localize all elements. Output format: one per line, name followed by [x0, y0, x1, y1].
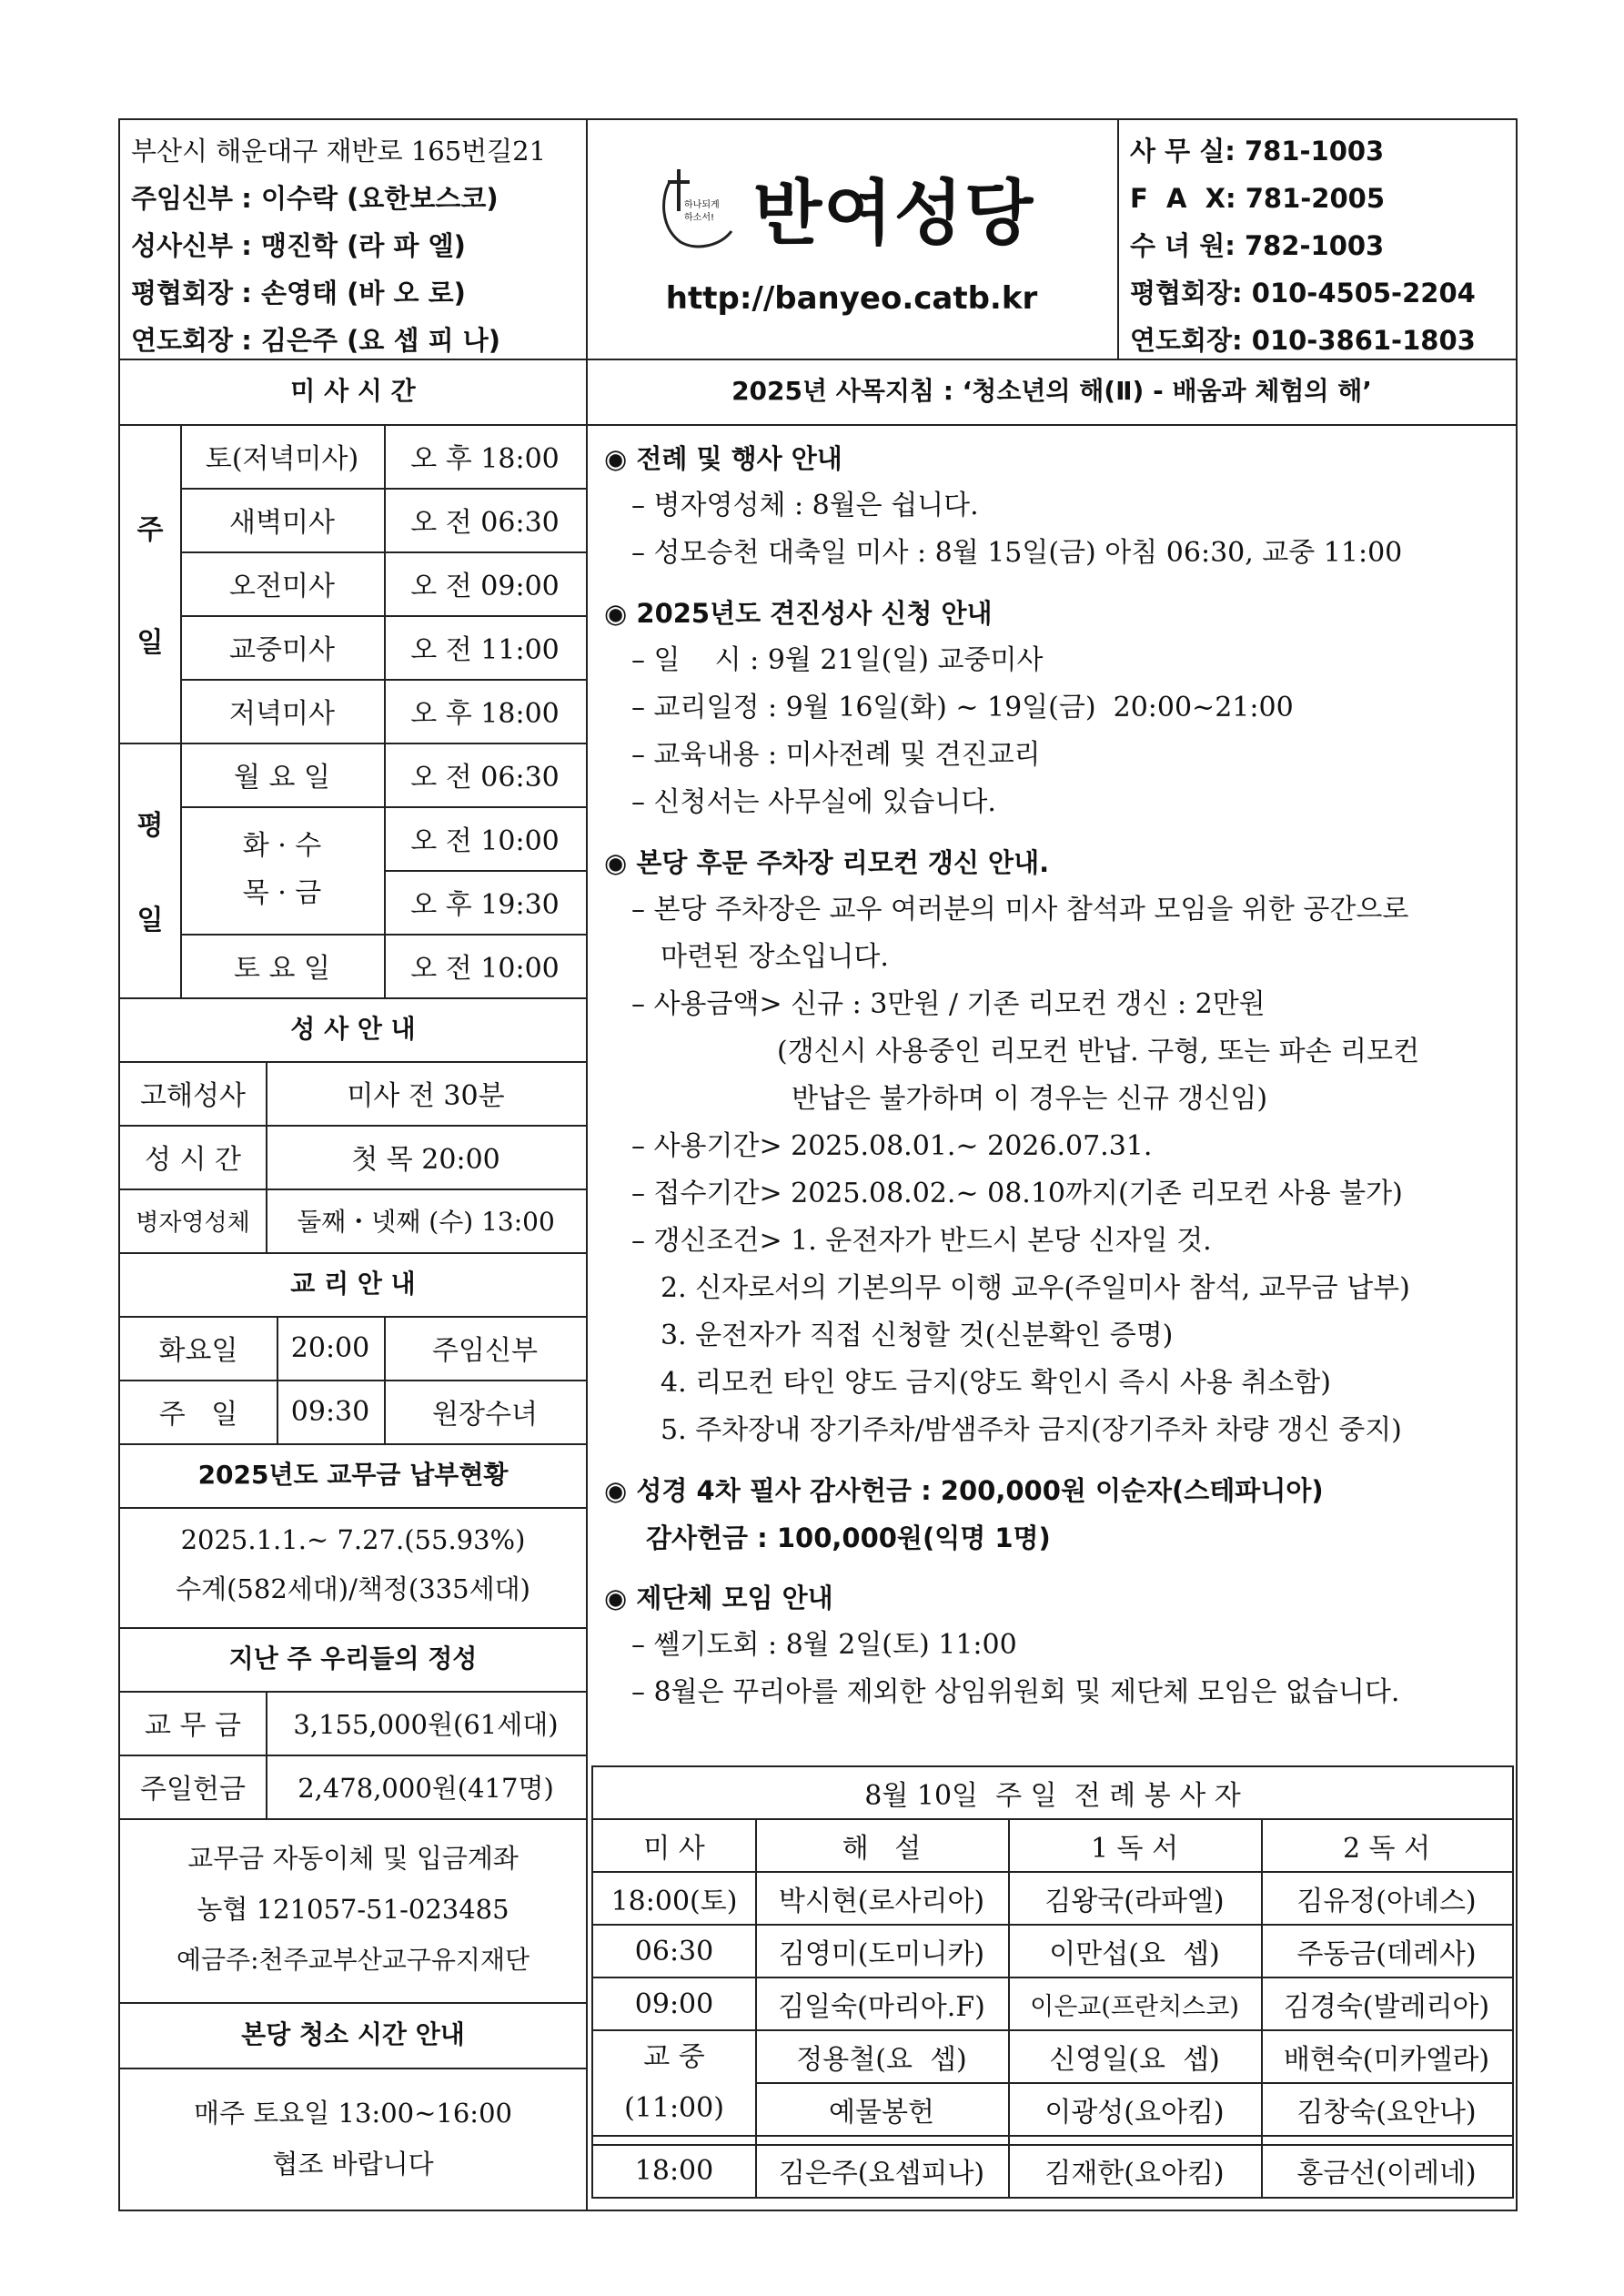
- cleaning-title: 본당 청소 시간 안내: [241, 2019, 465, 2049]
- mass-name: 교중미사: [229, 634, 335, 666]
- notice-line: – 사용금액> 신규 : 3만원 / 기존 리모컨 갱신 : 2만원: [631, 988, 1266, 1020]
- bank-title: 교무금 자동이체 및 입금계좌: [187, 1842, 519, 1874]
- staff-pastor: 주임신부 : 이수락 (요한보스코): [131, 183, 499, 214]
- dues-title: 2025년도 교무금 납부현황: [197, 1460, 509, 1490]
- server-reader1: 이은교(프란치스코): [1030, 1992, 1239, 2021]
- mass-times-title: 미 사 시 간: [290, 376, 416, 406]
- server-commentator: 박시현(로사리아): [778, 1886, 985, 1917]
- notice-line: 4. 리모컨 타인 양도 금지(양도 확인시 즉시 사용 취소함): [661, 1367, 1331, 1399]
- offerings-title: 지난 주 우리들의 정성: [228, 1644, 478, 1674]
- notice-liturgy-title: ◉ 전례 및 행사 안내: [604, 443, 842, 474]
- server-commentator: 김일숙(마리아.F): [778, 1991, 985, 2023]
- contact-office: 사 무 실: 781-1003: [1130, 136, 1385, 167]
- server-reader1: 김재한(요아킴): [1044, 2158, 1225, 2190]
- server-reader2: 김창숙(요안나): [1296, 2097, 1477, 2129]
- notice-line: – 접수기간> 2025.08.02.~ 08.10까지(기존 리모컨 사용 불가): [631, 1178, 1403, 1209]
- server-reader2: 김유정(아녜스): [1296, 1886, 1477, 1917]
- notice-parking-title: ◉ 본당 후문 주차장 리모컨 갱신 안내.: [604, 847, 1050, 878]
- notice-line: – 쎌기도회 : 8월 2일(토) 11:00: [631, 1629, 1017, 1661]
- staff-council: 평협회장 : 손영태 (바 오 로): [131, 278, 466, 308]
- sacrament-name: 성 시 간: [144, 1144, 241, 1176]
- notice-line: – 병자영성체 : 8월은 쉽니다.: [631, 490, 979, 521]
- bank-account: 농협 121057-51-023485: [197, 1893, 509, 1925]
- staff-assistant: 성사신부 : 맹진학 (라 파 엘): [131, 230, 466, 261]
- catechism-who: 주임신부: [432, 1335, 538, 1367]
- notice-line: – 성모승천 대축일 미사 : 8월 15일(금) 아침 06:30, 교중 11:00: [631, 537, 1403, 569]
- catechism-time: 20:00: [290, 1331, 370, 1364]
- server-mass-gyojung: 교 중 (11:00): [624, 2041, 724, 2124]
- notice-bible-line: 감사헌금 : 100,000원(익명 1명): [646, 1522, 1051, 1553]
- svg-text:하나되게: 하나되게: [684, 200, 720, 210]
- contact-convent: 수 녀 원: 782-1003: [1130, 230, 1385, 261]
- offering-value: 2,478,000원(417명): [298, 1772, 554, 1804]
- mass-name: 토(저녁미사): [205, 443, 359, 475]
- notice-line: – 사용기간> 2025.08.01.~ 2026.07.31.: [631, 1130, 1153, 1162]
- server-commentator: 김은주(요셉피나): [778, 2158, 985, 2190]
- notice-line: 3. 운전자가 직접 신청할 것(신분확인 증명): [661, 1320, 1174, 1351]
- mass-time: 오 전 11:00: [410, 634, 560, 666]
- notice-line: 5. 주차장내 장기주차/밤샘주차 금지(장기주차 차량 갱신 중지): [661, 1414, 1402, 1446]
- server-mass: 18:00(토): [610, 1886, 738, 1917]
- offering-name: 교 무 금: [144, 1710, 241, 1742]
- notice-line: (갱신시 사용중인 리모컨 반납. 구형, 또는 파손 리모컨: [777, 1036, 1420, 1067]
- notice-line: – 본당 주차장은 교우 여러분의 미사 참석과 모임을 위한 공간으로: [631, 894, 1409, 925]
- sacrament-name: 고해성사: [140, 1080, 246, 1112]
- server-reader2: 배현숙(미카엘라): [1283, 2044, 1490, 2076]
- cleaning-note: 협조 바랍니다: [272, 2148, 434, 2180]
- address: 부산시 해운대구 재반로 165번길21: [131, 136, 547, 167]
- column-divider: [586, 120, 588, 2210]
- server-reader2: 주동금(데레사): [1296, 1938, 1477, 1970]
- server-mass: 06:30: [634, 1935, 714, 1967]
- mass-time: 오 전 10:00: [410, 825, 560, 857]
- mass-time: 오 전 09:00: [410, 571, 560, 602]
- header-commentator: 해 설: [842, 1833, 922, 1865]
- server-reader1: 이광성(요아킴): [1044, 2097, 1225, 2129]
- row-line: [593, 2135, 1512, 2137]
- pastoral-title: 2025년 사목지침 : ‘청소년의 해(Ⅱ) - 배움과 체험의 해’: [731, 376, 1372, 406]
- row-line: [120, 1818, 586, 1820]
- server-reader1: 신영일(요 셉): [1049, 2044, 1220, 2076]
- mass-name: 오전미사: [229, 571, 335, 602]
- notice-line: – 교육내용 : 미사전례 및 견진교리: [631, 739, 1041, 771]
- mass-time: 오 전 10:00: [410, 953, 560, 985]
- servers-table: [591, 1765, 1514, 2146]
- catechism-who: 원장수녀: [432, 1399, 538, 1431]
- header-reader1: 1 독 서: [1090, 1833, 1179, 1865]
- mass-time: 오 후 18:00: [410, 698, 560, 730]
- mass-name: 새벽미사: [229, 507, 335, 539]
- notice-line: – 교리일정 : 9월 16일(화) ~ 19일(금) 20:00~21:00: [631, 692, 1294, 723]
- notice-line: – 일 시 : 9월 21일(일) 교중미사: [631, 644, 1044, 676]
- notice-line: 2. 신자로서의 기본의무 이행 교우(주일미사 참석, 교무금 납부): [661, 1272, 1410, 1304]
- sacrament-value: 첫 목 20:00: [351, 1144, 500, 1176]
- sacrament-value: 미사 전 30분: [347, 1080, 505, 1112]
- server-offering: 예물봉헌: [829, 2097, 934, 2129]
- mass-name-tue-fri: 화 · 수 목 · 금: [242, 830, 322, 909]
- church-name: 반여성당: [753, 173, 1035, 255]
- header-title: [586, 120, 1117, 359]
- row-line: [120, 2068, 586, 2069]
- catechism-time: 09:30: [290, 1395, 370, 1428]
- offering-name: 주일헌금: [140, 1774, 246, 1805]
- server-reader1: 김왕국(라파엘): [1044, 1886, 1225, 1917]
- cleaning-time: 매주 토요일 13:00~16:00: [194, 2097, 512, 2129]
- sacrament-name: 병자영성체: [136, 1209, 250, 1237]
- servers-title: 8월 10일 주 일 전 례 봉 사 자: [864, 1780, 1241, 1812]
- header-contacts: [1117, 120, 1518, 359]
- server-reader2: 김경숙(발레리아): [1283, 1991, 1490, 2023]
- contact-yeondo: 연도회장: 010-3861-1803: [1130, 325, 1476, 356]
- dues-households: 수계(582세대)/책정(335세대): [176, 1573, 530, 1604]
- catechism-title: 교 리 안 내: [290, 1269, 416, 1299]
- church-url[interactable]: http://banyeo.catb.kr: [665, 280, 1038, 317]
- row-line: [120, 1507, 586, 1509]
- server-reader1: 이만섭(요 셉): [1049, 1938, 1220, 1970]
- server-commentator: 정용철(요 셉): [796, 2044, 967, 2076]
- mass-time: 오 전 06:30: [410, 507, 560, 539]
- staff-yeondo: 연도회장 : 김은주 (요 셉 피 나): [131, 325, 500, 356]
- server-commentator: 김영미(도미니카): [778, 1938, 985, 1970]
- header-mass: 미 사: [643, 1833, 705, 1865]
- notice-line: 마련된 장소입니다.: [661, 941, 889, 973]
- notice-line: 반납은 불가하며 이 경우는 신규 갱신임): [792, 1083, 1268, 1115]
- mass-name: 토 요 일: [233, 953, 330, 985]
- sacraments-title: 성 사 안 내: [290, 1014, 416, 1044]
- mass-time: 오 후 19:30: [410, 889, 560, 921]
- notice-confirmation-title: ◉ 2025년도 견진성사 신청 안내: [604, 598, 993, 629]
- notice-groups-title: ◉ 제단체 모임 안내: [604, 1583, 833, 1613]
- weekday-label: 평 일: [136, 810, 164, 936]
- church-logo-icon: [657, 164, 735, 251]
- server-mass: 09:00: [634, 1988, 714, 2020]
- mass-name: 월 요 일: [233, 762, 330, 794]
- notice-line: – 신청서는 사무실에 있습니다.: [631, 786, 996, 818]
- offering-value: 3,155,000원(61세대): [293, 1708, 559, 1740]
- sacrament-value: 둘째・넷째 (수) 13:00: [297, 1207, 555, 1237]
- catechism-day: 화요일: [158, 1335, 238, 1367]
- dues-period: 2025.1.1.~ 7.27.(55.93%): [180, 1524, 526, 1555]
- server-reader2: 홍금선(이레네): [1296, 2158, 1477, 2190]
- server-mass: 18:00: [634, 2154, 714, 2187]
- mass-time: 오 후 18:00: [410, 443, 560, 475]
- notice-line: – 갱신조건> 1. 운전자가 반드시 본당 신자일 것.: [631, 1225, 1212, 1257]
- mass-name: 저녁미사: [229, 698, 335, 730]
- header-reader2: 2 독 서: [1342, 1833, 1431, 1865]
- notice-line: – 8월은 꾸리아를 제외한 상임위원회 및 제단체 모임은 없습니다.: [631, 1676, 1400, 1708]
- header-staff: [120, 120, 586, 359]
- catechism-day: 주 일: [158, 1399, 238, 1431]
- notices: [604, 435, 1514, 1716]
- servers-last-row: [591, 2144, 1514, 2199]
- contact-fax: F A X: 781-2005: [1130, 183, 1386, 214]
- bank-holder: 예금주:천주교부산교구유지재단: [176, 1945, 530, 1975]
- contact-council: 평협회장: 010-4505-2204: [1130, 278, 1476, 308]
- notice-bible-title: ◉ 성경 4차 필사 감사헌금 : 200,000원 이순자(스테파니아): [604, 1475, 1324, 1506]
- bulletin-page: [118, 118, 1518, 2211]
- mass-time: 오 전 06:30: [410, 762, 560, 794]
- svg-text:하소서!: 하소서!: [684, 213, 714, 223]
- sunday-label: 주 일: [136, 514, 164, 659]
